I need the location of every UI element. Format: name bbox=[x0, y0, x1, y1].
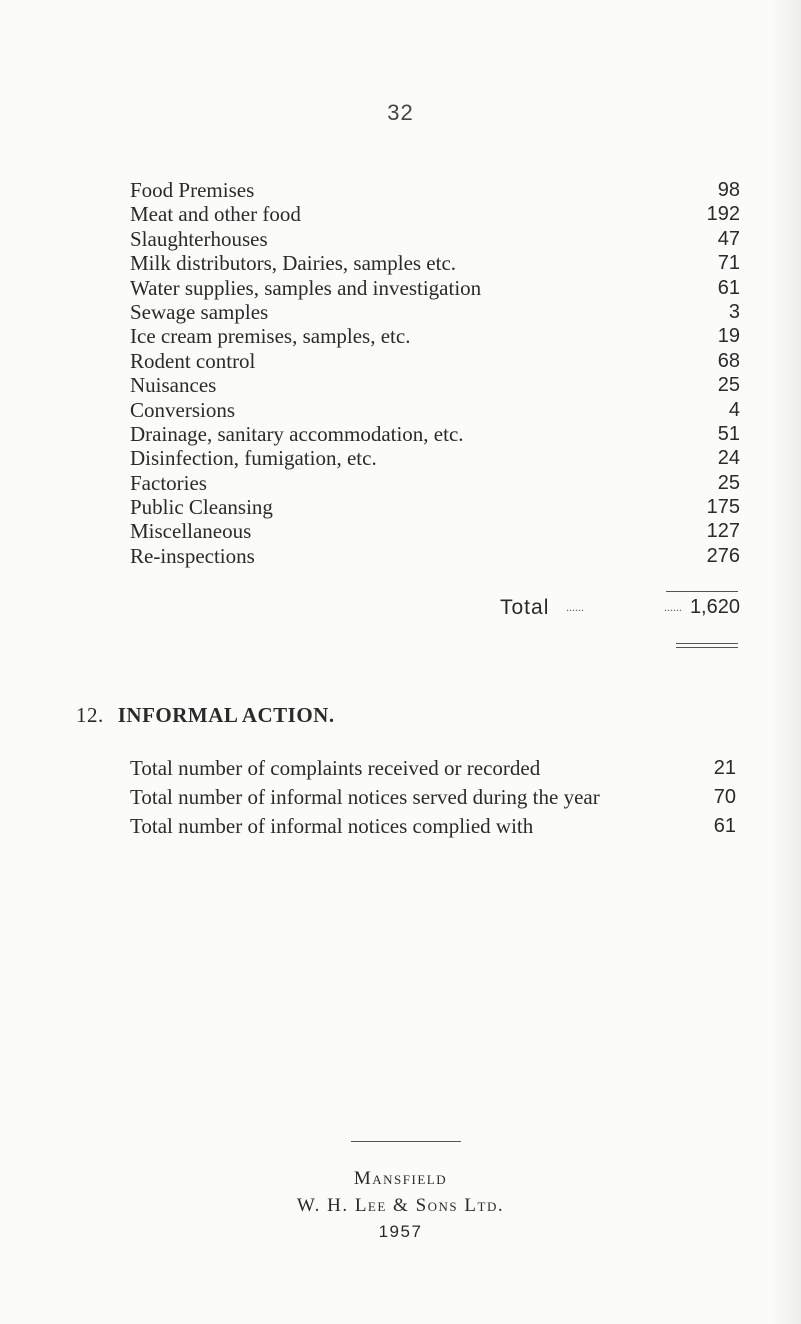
table-row bbox=[130, 495, 740, 519]
table-row bbox=[130, 324, 740, 348]
row-label: Public Cleansing bbox=[130, 495, 273, 520]
row-label: Meat and other food bbox=[130, 202, 301, 227]
section-title: INFORMAL ACTION. bbox=[117, 703, 335, 727]
row-value: 71 bbox=[717, 252, 740, 275]
footer-city: Mansfield bbox=[353, 1168, 448, 1189]
row-label: Water supplies, samples and investigation bbox=[130, 275, 482, 300]
row-label: Rodent control bbox=[130, 348, 256, 373]
row-value: 3 bbox=[728, 300, 740, 323]
table-row bbox=[130, 398, 740, 422]
row-value: 276 bbox=[706, 544, 740, 567]
table-row bbox=[130, 373, 740, 397]
row-value: 25 bbox=[717, 471, 740, 494]
total-value: 1,620 bbox=[689, 596, 740, 618]
table-row bbox=[130, 349, 740, 373]
row-label: Sewage samples bbox=[130, 299, 269, 324]
row-label: Disinfection, fumigation, etc. bbox=[130, 446, 377, 471]
visits-table bbox=[130, 178, 740, 568]
row-value: 51 bbox=[717, 422, 740, 445]
row-value: 175 bbox=[706, 496, 740, 519]
row-label: Nuisances bbox=[130, 373, 217, 398]
row-value: 70 bbox=[713, 786, 736, 808]
footer-printer: W. H. Lee & Sons Ltd. bbox=[296, 1195, 505, 1216]
table-row bbox=[130, 544, 740, 568]
table-row bbox=[130, 202, 740, 226]
row-label: Conversions bbox=[130, 397, 235, 422]
table-row bbox=[130, 300, 740, 324]
row-value: 98 bbox=[717, 179, 740, 201]
row-value: 61 bbox=[713, 815, 736, 837]
row-value: 19 bbox=[717, 325, 740, 348]
row-value: 25 bbox=[717, 374, 740, 397]
row-label: Ice cream premises, samples, etc. bbox=[130, 324, 411, 349]
row-value: 61 bbox=[717, 276, 740, 299]
row-value: 24 bbox=[717, 447, 740, 470]
informal-action-table bbox=[130, 754, 740, 841]
row-value: 127 bbox=[706, 520, 740, 543]
table-row bbox=[130, 422, 740, 446]
section-number: 12. bbox=[76, 703, 104, 727]
page-edge-shadow bbox=[771, 0, 801, 1324]
row-value: 47 bbox=[717, 227, 740, 250]
row-label: Total number of informal notices served during the year bbox=[130, 785, 600, 809]
total-double-rule bbox=[676, 643, 738, 648]
row-label: Slaughterhouses bbox=[130, 226, 268, 251]
row-value: 4 bbox=[728, 398, 740, 421]
page-number: 32 bbox=[387, 100, 414, 125]
leader-dots: ...... bbox=[664, 600, 682, 614]
leader-dots: ...... bbox=[566, 600, 584, 614]
table-row bbox=[130, 227, 740, 251]
total-label: Total bbox=[500, 596, 550, 619]
footer-rule bbox=[351, 1141, 461, 1142]
table-row bbox=[130, 754, 740, 783]
row-value: 21 bbox=[713, 757, 736, 779]
row-label: Factories bbox=[130, 470, 207, 495]
table-row bbox=[130, 812, 740, 841]
row-label: Drainage, sanitary accommodation, etc. bbox=[130, 421, 464, 446]
total-rule bbox=[666, 591, 738, 592]
table-row bbox=[130, 251, 740, 275]
row-label: Total number of informal notices complied with bbox=[130, 814, 534, 838]
row-value: 68 bbox=[717, 349, 740, 372]
table-row bbox=[130, 471, 740, 495]
row-label: Milk distributors, Dairies, samples etc. bbox=[130, 251, 457, 276]
row-label: Miscellaneous bbox=[130, 519, 252, 544]
row-label: Food Premises bbox=[130, 178, 255, 202]
row-label: Re-inspections bbox=[130, 543, 255, 568]
table-row bbox=[130, 446, 740, 470]
table-row bbox=[130, 519, 740, 543]
row-label: Total number of complaints received or recorded bbox=[130, 756, 541, 780]
table-row bbox=[130, 178, 740, 202]
total-row bbox=[130, 596, 740, 624]
footer-year: 1957 bbox=[378, 1222, 423, 1241]
section-heading bbox=[76, 703, 335, 728]
table-row bbox=[130, 276, 740, 300]
row-value: 192 bbox=[706, 203, 740, 226]
table-row bbox=[130, 783, 740, 812]
